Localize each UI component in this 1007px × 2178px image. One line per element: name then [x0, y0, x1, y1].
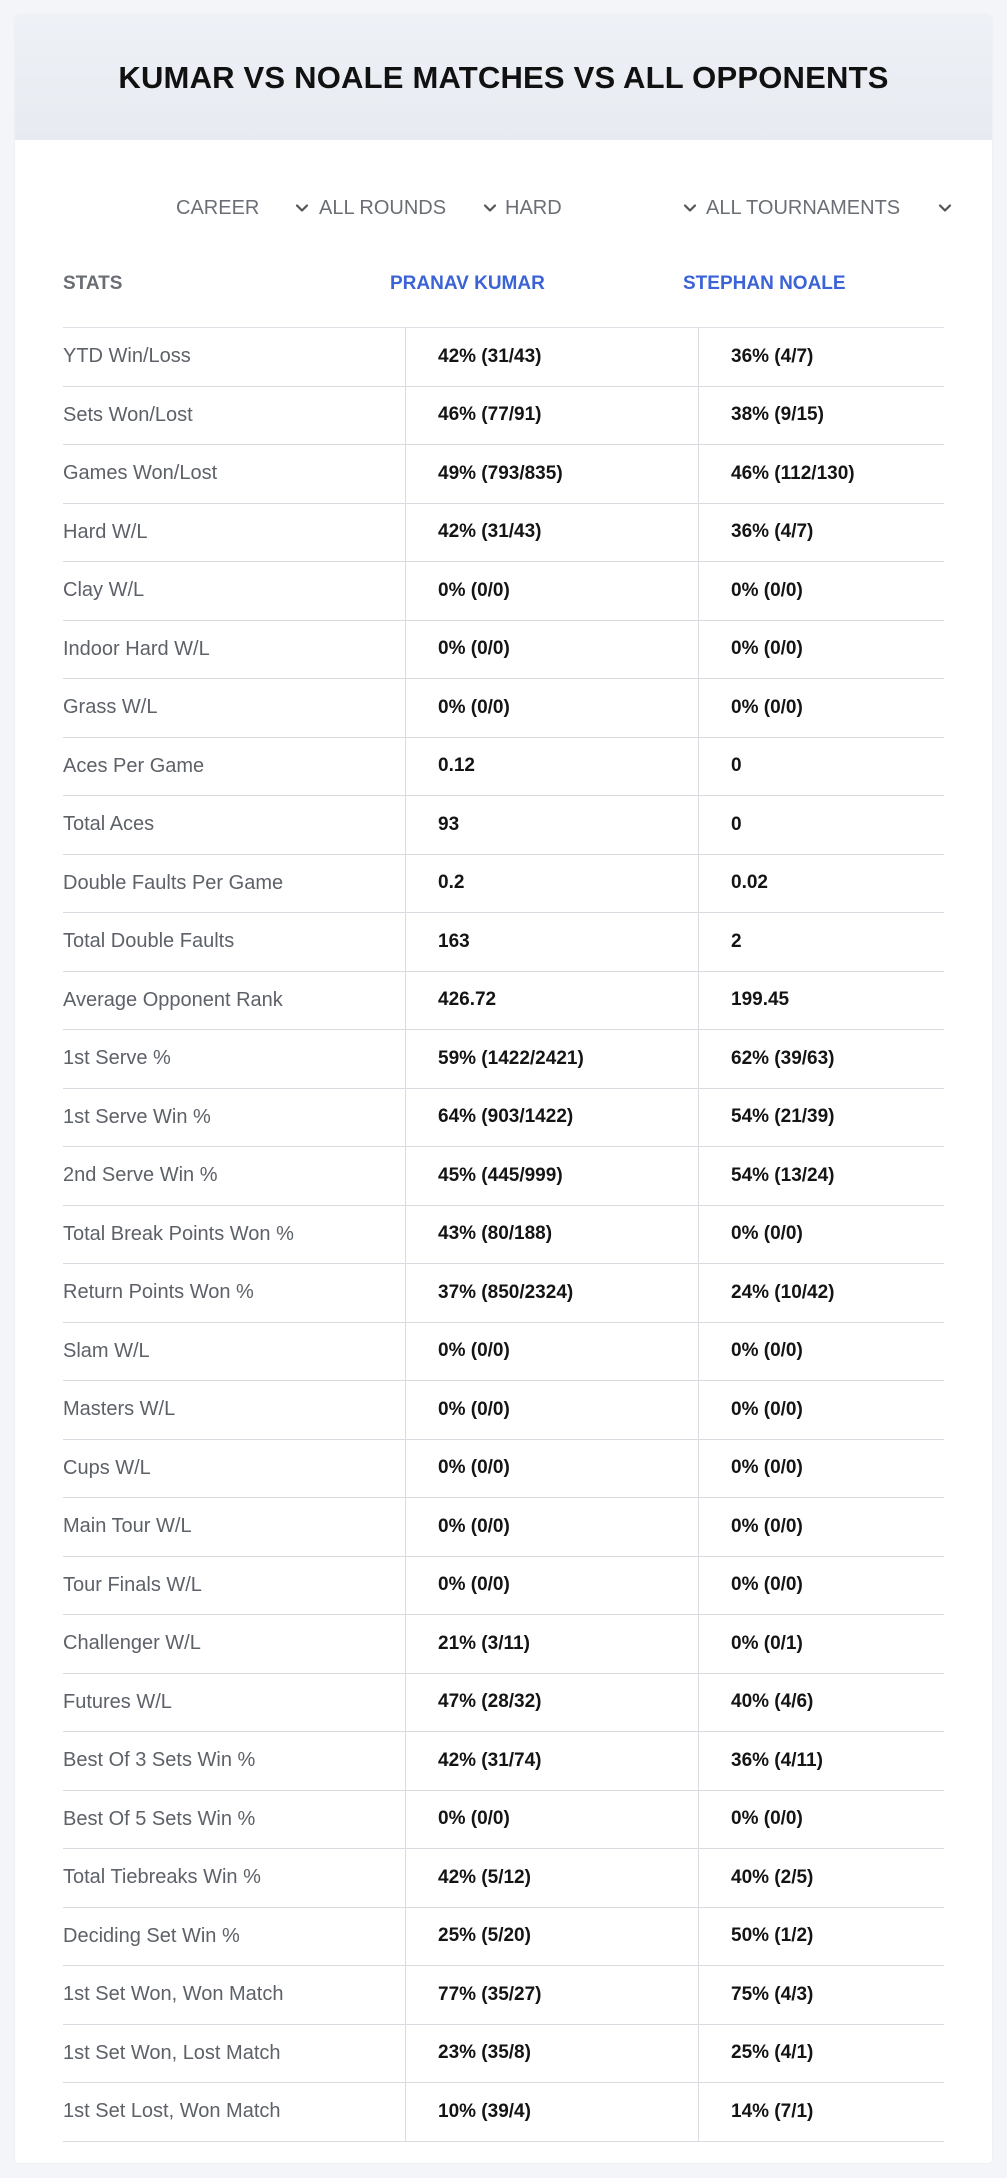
table-body: [63, 328, 944, 2142]
player2-value: 14% (7/1): [731, 2100, 814, 2122]
column-divider: [405, 328, 406, 2142]
stat-label: Tour Finals W/L: [63, 1573, 202, 1596]
player1-value: 64% (903/1422): [438, 1106, 574, 1128]
table-row: [63, 972, 944, 1031]
player2-value: 36% (4/11): [731, 1749, 823, 1771]
table-row: [63, 1908, 944, 1967]
table-row: [63, 1791, 944, 1850]
player2-value: 38% (9/15): [731, 404, 824, 426]
player2-value: 0% (0/0): [731, 1457, 803, 1479]
table-row: [63, 1030, 944, 1089]
table-row: [63, 1732, 944, 1791]
page-header: [15, 15, 992, 140]
chevron-down-icon: [482, 200, 498, 216]
stats-column-header: STATS: [63, 273, 123, 294]
stat-label: Average Opponent Rank: [63, 988, 283, 1011]
career-select[interactable]: [176, 188, 310, 228]
table-row: [63, 855, 944, 914]
stat-label: Futures W/L: [63, 1690, 172, 1713]
player1-value: 0% (0/0): [438, 1515, 510, 1537]
player1-value: 0.12: [438, 755, 475, 777]
tournament-select-value: ALL TOURNAMENTS: [706, 196, 901, 219]
player1-value: 0% (0/0): [438, 638, 510, 660]
player1-value: 23% (35/8): [438, 2042, 531, 2064]
table-row: [63, 1147, 944, 1206]
player2-value: 0: [731, 813, 742, 835]
column-divider: [698, 328, 699, 2142]
table-row: [63, 738, 944, 797]
player1-value: 0.2: [438, 872, 465, 894]
stat-label: Clay W/L: [63, 579, 145, 602]
stat-label: Indoor Hard W/L: [63, 637, 210, 660]
player1-value: 93: [438, 813, 460, 835]
player1-value: 0% (0/0): [438, 579, 510, 601]
table-row: [63, 562, 944, 621]
table-row: [63, 679, 944, 738]
table-row: [63, 1381, 944, 1440]
filter-bar: [15, 188, 992, 228]
stat-label: Double Faults Per Game: [63, 871, 284, 894]
player1-value: 77% (35/27): [438, 1983, 542, 2005]
player2-value: 0% (0/0): [731, 1398, 803, 1420]
player1-value: 0% (0/0): [438, 1340, 510, 1362]
player1-value: 0% (0/0): [438, 1574, 510, 1596]
stat-label: Aces Per Game: [63, 754, 205, 777]
table-row: [63, 1440, 944, 1499]
player2-value: 24% (10/42): [731, 1281, 835, 1303]
stat-label: YTD Win/Loss: [63, 345, 191, 368]
rounds-select-value: ALL ROUNDS: [319, 196, 447, 219]
table-row: [63, 1498, 944, 1557]
table-row: [63, 1674, 944, 1733]
stat-label: 2nd Serve Win %: [63, 1164, 218, 1187]
page-title: KUMAR VS NOALE MATCHES VS ALL OPPONENTS: [118, 59, 889, 95]
surface-select[interactable]: [505, 188, 698, 228]
table-row: [63, 1615, 944, 1674]
stat-label: Games Won/Lost: [63, 462, 218, 485]
player1-value: 163: [438, 930, 470, 952]
player2-value: 36% (4/7): [731, 521, 814, 543]
player2-value: 0% (0/0): [731, 1515, 803, 1537]
table-row: [63, 2025, 944, 2084]
player1-value: 42% (31/43): [438, 345, 542, 367]
player1-value: 49% (793/835): [438, 462, 563, 484]
player2-value: 0% (0/0): [731, 1223, 803, 1245]
player2-value: 62% (39/63): [731, 1047, 835, 1069]
table-row: [63, 796, 944, 855]
stat-label: Slam W/L: [63, 1339, 150, 1362]
player1-value: 25% (5/20): [438, 1925, 531, 1947]
player1-value: 0% (0/0): [438, 1398, 510, 1420]
player1-value: 426.72: [438, 989, 497, 1011]
player1-value: 47% (28/32): [438, 1691, 542, 1713]
stat-label: 1st Set Lost, Won Match: [63, 2100, 281, 2123]
stat-label: Total Double Faults: [63, 930, 235, 953]
surface-select-value: HARD: [505, 196, 562, 219]
stat-label: Total Tiebreaks Win %: [63, 1866, 261, 1889]
stat-label: 1st Serve %: [63, 1047, 171, 1070]
chevron-down-icon: [682, 200, 698, 216]
player1-value: 46% (77/91): [438, 404, 542, 426]
player1-value: 37% (850/2324): [438, 1281, 574, 1303]
player1-column-header[interactable]: PRANAV KUMAR: [390, 273, 545, 294]
table-row: [63, 328, 944, 387]
table-row: [63, 621, 944, 680]
player2-value: 36% (4/7): [731, 345, 814, 367]
player1-value: 59% (1422/2421): [438, 1047, 584, 1069]
stat-label: Deciding Set Win %: [63, 1924, 240, 1947]
stat-label: 1st Serve Win %: [63, 1105, 211, 1128]
player2-value: 50% (1/2): [731, 1925, 814, 1947]
player2-value: 40% (4/6): [731, 1691, 814, 1713]
table-row: [63, 504, 944, 563]
player2-value: 2: [731, 930, 742, 952]
stat-label: Best Of 3 Sets Win %: [63, 1749, 256, 1772]
stat-label: Total Aces: [63, 813, 155, 836]
player2-value: 0% (0/0): [731, 1340, 803, 1362]
chevron-down-icon: [294, 200, 310, 216]
stat-label: 1st Set Won, Won Match: [63, 1983, 284, 2006]
table-row: [63, 1849, 944, 1908]
player2-value: 0: [731, 755, 742, 777]
player1-value: 21% (3/11): [438, 1632, 530, 1654]
stat-label: Sets Won/Lost: [63, 403, 193, 426]
stat-label: Masters W/L: [63, 1398, 176, 1421]
table-row: [63, 1966, 944, 2025]
player2-value: 0% (0/0): [731, 696, 803, 718]
player2-value: 0.02: [731, 872, 768, 894]
player2-value: 0% (0/0): [731, 1574, 803, 1596]
player2-value: 25% (4/1): [731, 2042, 814, 2064]
player2-value: 199.45: [731, 989, 790, 1011]
player2-value: 0% (0/1): [731, 1632, 803, 1654]
table-row: [63, 387, 944, 446]
player1-value: 0% (0/0): [438, 696, 510, 718]
chevron-down-icon: [937, 200, 953, 216]
player2-value: 46% (112/130): [731, 462, 855, 484]
table-row: [63, 1089, 944, 1148]
player2-value: 40% (2/5): [731, 1866, 814, 1888]
player2-column-header[interactable]: STEPHAN NOALE: [683, 273, 846, 294]
player1-value: 0% (0/0): [438, 1457, 510, 1479]
stats-card: [15, 15, 992, 2163]
stat-label: Grass W/L: [63, 696, 158, 719]
stat-label: Return Points Won %: [63, 1281, 254, 1304]
table-row: [63, 1557, 944, 1616]
player2-value: 0% (0/0): [731, 1808, 803, 1830]
player2-value: 54% (13/24): [731, 1164, 835, 1186]
tournament-select[interactable]: [706, 188, 953, 228]
rounds-select[interactable]: [319, 188, 498, 228]
stat-label: Hard W/L: [63, 520, 148, 543]
career-select-value: CAREER: [176, 196, 260, 219]
player2-value: 0% (0/0): [731, 638, 803, 660]
stat-label: Cups W/L: [63, 1456, 151, 1479]
table-row: [63, 913, 944, 972]
player1-value: 43% (80/188): [438, 1223, 553, 1245]
table-row: [63, 1206, 944, 1265]
player2-value: 0% (0/0): [731, 579, 803, 601]
player1-value: 10% (39/4): [438, 2100, 531, 2122]
player1-value: 45% (445/999): [438, 1164, 563, 1186]
player2-value: 54% (21/39): [731, 1106, 835, 1128]
stat-label: 1st Set Won, Lost Match: [63, 2041, 281, 2064]
player1-value: 42% (31/74): [438, 1749, 542, 1771]
stat-label: Best Of 5 Sets Win %: [63, 1807, 256, 1830]
table-header: [63, 248, 944, 328]
stat-label: Challenger W/L: [63, 1632, 201, 1655]
stats-table: [63, 248, 944, 2142]
table-row: [63, 445, 944, 504]
player2-value: 75% (4/3): [731, 1983, 814, 2005]
stat-label: Total Break Points Won %: [63, 1222, 294, 1245]
table-row: [63, 1264, 944, 1323]
player1-value: 42% (31/43): [438, 521, 542, 543]
player1-value: 42% (5/12): [438, 1866, 531, 1888]
table-row: [63, 2083, 944, 2142]
table-row: [63, 1323, 944, 1382]
player1-value: 0% (0/0): [438, 1808, 510, 1830]
stat-label: Main Tour W/L: [63, 1515, 192, 1538]
